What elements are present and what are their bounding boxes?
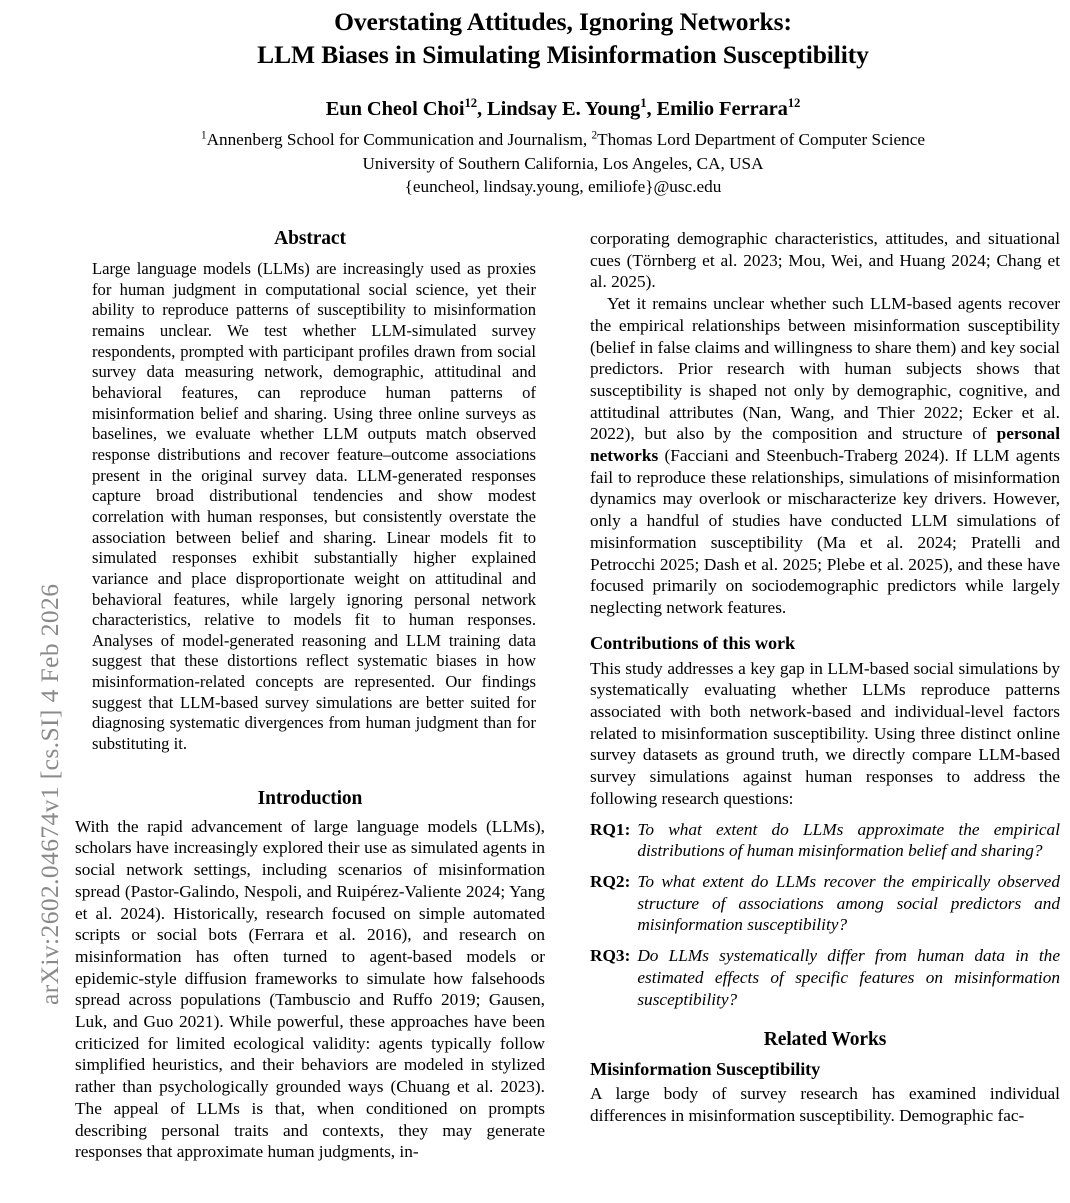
title-line-1: Overstating Attitudes, Ignoring Networks:: [334, 7, 792, 36]
related-works-heading: Related Works: [763, 1029, 887, 1051]
arxiv-stamp: [0, 0, 64, 1200]
contributions-heading: Contributions of this work: [590, 632, 796, 653]
arxiv-identifier-text: arXiv:2602.04674v1 [cs.SI] 4 Feb 2026: [35, 583, 64, 1005]
introduction-paragraph-1-continued: corporating demographic characteristics, attitudes, and situational cues (Törnberg et al. 2023; Mou, Wei, and Huang 2024; Chang et al. 2025).: [590, 229, 1060, 292]
author-separator-1: ,: [476, 98, 488, 121]
rq3-label: RQ3:: [590, 946, 631, 966]
author-affiliation-marker-2: 1: [640, 96, 647, 111]
author-affiliation-marker-1: 12: [464, 96, 477, 111]
research-question-item: [590, 871, 1060, 936]
author-name-1: Eun Cheol Choi: [325, 98, 465, 121]
rq1-text: To what extent do LLMs approximate the empirical distributions of human misinformation belief and sharing?: [637, 819, 1060, 861]
title-line-2: LLM Biases in Simulating Misinformation Susceptibility: [257, 40, 869, 70]
abstract-text: Large language models (LLMs) are increasingly used as proxies for human judgment in computational social science, yet their ability to reproduce patterns of susceptibility to misinformation remains unclear. We test whether LLM-simulated survey respondents, prompted with participant profiles drawn from social survey data measuring network, demographic, attitudinal and behavioral features, can reproduce human patterns of misinformation belief and sharing. Using three online surveys as baselines, we evaluate whether LLM outputs match observed response distributions and recover feature–outcome associations present in the original survey data. LLM-generated responses capture broad distributional tendencies and show modest correlation with human responses, but consistently overstate the association between belief and sharing. Linear models fit to simulated responses exhibit substantially higher explained variance and place disproportionate weight on attitudinal and behavioral features, while largely ignoring personal network characteristics, relative to models fit to human responses. Analyses of model-generated reasoning and LLM training data suggest that these distortions reflect systematic biases in how misinformation-related concepts are represented. Our findings suggest that LLM-based survey simulations are better suited for diagnosing systematic divergences from human judgment than for substituting it.: [92, 259, 536, 754]
rq2-text: To what extent do LLMs recover the empirically observed structure of associations among social predictors and misinformation susceptibility?: [637, 871, 1060, 935]
contributions-text: This study addresses a key gap in LLM-based social simulations by systematically evaluating whether LLMs reproduce patterns associated with both network-based and individual-level factors related to misinformation susceptibility. Using three distinct online survey datasets as ground truth, we directly compare LLM-based survey simulations against human responses to address the following research questions:: [590, 658, 1060, 808]
introduction-paragraph-2-part-a: Yet it remains unclear whether such LLM-based agents recover the empirical relationships between misinformation susceptibility (belief in false claims and willingness to share them) and key social predictors. Prior research with human subjects shows that susceptibility is shaped not only by demographic, cognitive, and attitudinal attributes (Nan, Wang, and Thier 2022; Ecker et al. 2022), but also by the composition and structure of: [590, 294, 1060, 444]
page-title: [123, 5, 1003, 71]
affiliation-email-line: {euncheol, lindsay.young, emiliofe}@usc.edu: [404, 176, 722, 196]
two-column-body: [56, 228, 1070, 1203]
author-list: [56, 96, 1070, 121]
affiliation-marker-2: 2: [591, 129, 598, 142]
rq1-label: RQ1:: [590, 819, 631, 839]
affiliation-marker-1: 1: [200, 129, 207, 142]
rq2-label: RQ2:: [590, 871, 631, 891]
misinformation-susceptibility-heading: Misinformation Susceptibility: [590, 1059, 821, 1080]
abstract-heading: Abstract: [274, 228, 346, 249]
affiliation-line-1: [56, 128, 1070, 151]
introduction-paragraph-2: [590, 293, 1060, 619]
author-name-3: Emilio Ferrara: [656, 98, 788, 121]
rq3-text: Do LLMs systematically differ from human data in the estimated effects of specific features on misinformation susceptibility?: [637, 946, 1060, 1009]
affiliation-text-1b: Thomas Lord Department of Computer Science: [597, 130, 925, 150]
related-works-text: A large body of survey research has examined individual differences in misinformation susceptibility. Demographic fac-: [590, 1084, 1060, 1125]
introduction-paragraph-2-part-b: (Facciani and Steenbuch-Traberg 2024). If LLM agents fail to reproduce these relationships, simulations of misinformation dynamics may overlook or mischaracterize key drivers. However, only a handful of studies have conducted LLM simulations of misinformation susceptibility (Ma et al. 2024; Pratelli and Petrocchi 2025; Dash et al. 2025; Plebe et al. 2025), and these have focused primarily on sociodemographic predictors while largely neglecting network features.: [590, 446, 1060, 617]
introduction-heading: Introduction: [257, 787, 363, 809]
left-column: [75, 228, 545, 1203]
right-column: [590, 228, 1060, 1203]
author-name-2: Lindsay E. Young: [487, 98, 641, 121]
affiliation-line-2: University of Southern California, Los Angeles, CA, USA: [362, 153, 764, 173]
title-block: [56, 0, 1070, 198]
introduction-paragraph-1: With the rapid advancement of large language models (LLMs), scholars have increasingly explored their use as simulated agents in social network settings, including scenarios of misinformation spread (Pastor-Galindo, Nespoli, and Ruipérez-Valiente 2024; Yang et al. 2024). Historically, research focused on simple automated scripts or social bots (Ferrara et al. 2016), and research on misinformation has often turned to agent-based models or epidemic-style diffusion frameworks to simulate how falsehoods spread across populations (Tambuscio and Ruffo 2019; Gausen, Luk, and Guo 2021). While powerful, these approaches have been criticized for limited ecological validity: agents typically follow simplified heuristics, and their behaviors are modeled in stylized rather than psychologically grounded ways (Chuang et al. 2023). The appeal of LLMs is that, when conditioned on prompts describing personal traits and contexts, they may generate responses that approximate human judgments, in-: [75, 816, 545, 1162]
author-affiliation-marker-3: 12: [787, 96, 801, 111]
research-question-item: [590, 819, 1060, 862]
research-question-item: [590, 945, 1060, 1010]
paper-page: [56, 0, 1070, 1200]
research-questions-list: [590, 819, 1060, 1011]
author-separator-2: ,: [646, 98, 657, 121]
affiliation-text-1a: Annenberg School for Communication and Journalism,: [206, 130, 592, 150]
personal-networks-emphasis: personal networks: [590, 424, 1060, 466]
